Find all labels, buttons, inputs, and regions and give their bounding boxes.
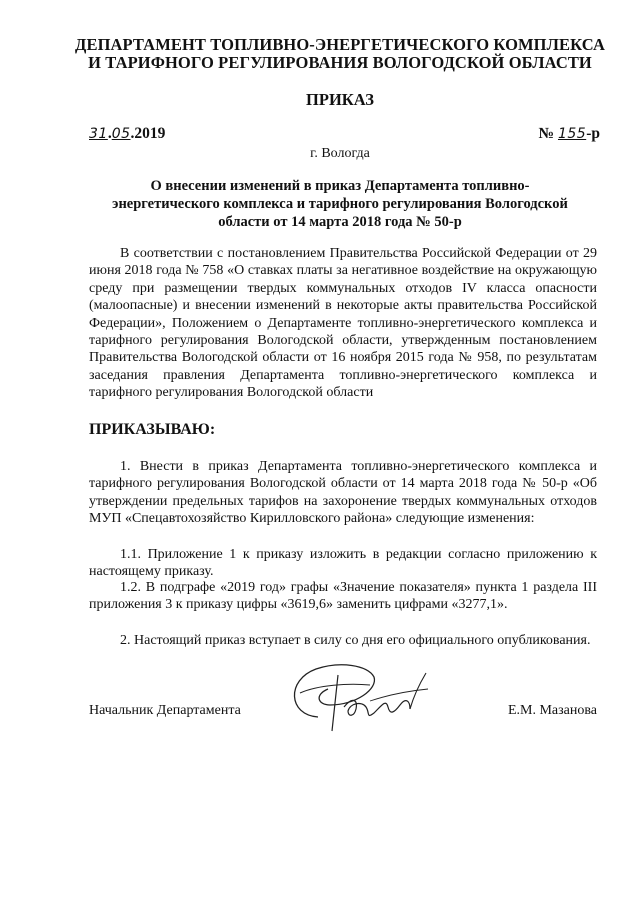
number-suffix: -р bbox=[586, 125, 600, 142]
item-1-paragraph: 1. Внести в приказ Департамента топливно-энергетического комплекса и тарифного регулирования Вологодской области от 14 марта 2018 года № 50-р «Об утверждении предельных тарифов на захоронение твердых коммунальных отходов МУП «Спецавтохозяйство Кирилловского района» следующие изменения: bbox=[89, 459, 597, 527]
city: г. Вологда bbox=[310, 146, 370, 161]
org-line-2: И ТАРИФНОГО РЕГУЛИРОВАНИЯ ВОЛОГОДСКОЙ ОБЛАСТИ bbox=[88, 53, 592, 72]
date-day: 31 bbox=[89, 126, 108, 142]
subject-line-1: О внесении изменений в приказ Департамента топливно- bbox=[150, 178, 530, 194]
date-month: 05 bbox=[111, 126, 131, 142]
organization-heading bbox=[60, 36, 620, 72]
order-word: ПРИКАЗЫВАЮ: bbox=[89, 421, 216, 438]
document-type: ПРИКАЗ bbox=[306, 90, 374, 109]
number-prefix: № bbox=[538, 125, 558, 142]
date-year: .2019 bbox=[130, 125, 166, 142]
document-number bbox=[539, 125, 600, 143]
signatory-position: Начальник Департамента bbox=[89, 703, 241, 718]
item-1-1-paragraph: 1.1. Приложение 1 к приказу изложить в редакции согласно приложению к настоящему приказу. bbox=[89, 547, 597, 580]
document-date bbox=[89, 125, 165, 143]
number-value: 155 bbox=[557, 126, 587, 142]
preamble-paragraph: В соответствии с постановлением Правительства Российской Федерации от 29 июня 2018 года № 758 «О ставках платы за негативное воздействие на окружающую среду при размещении твердых коммунальных отходов IV класса опасности (малоопасные) и внесении изменений в некоторые акты правительства Российской Федерации», Положением о Департаменте топливно-энергетического комплекса и тарифного регулирования Вологодской области, утвержденным постановлением Правительства Вологодской области от 16 ноября 2015 года № 958, по результатам заседания правления Департамента топливно-энергетического комплекса и тарифного регулирования Вологодской области bbox=[89, 246, 597, 401]
item-1-2-paragraph: 1.2. В подграфе «2019 год» графы «Значение показателя» пункта 1 раздела III приложения 3 к приказу цифры «3619,6» заменить цифрами «3277,1». bbox=[89, 580, 597, 613]
item-2-paragraph: 2. Настоящий приказ вступает в силу со дня его официального опубликования. bbox=[120, 633, 591, 648]
handwritten-signature bbox=[278, 655, 448, 735]
signatory-name: Е.М. Мазанова bbox=[507, 703, 597, 718]
date-separator: . bbox=[107, 125, 112, 142]
document-subject bbox=[60, 177, 620, 231]
org-line-1: ДЕПАРТАМЕНТ ТОПЛИВНО-ЭНЕРГЕТИЧЕСКОГО КОМПЛЕКСА bbox=[75, 35, 605, 54]
subject-line-2: энергетического комплекса и тарифного регулирования Вологодской bbox=[112, 196, 568, 212]
subject-line-3: области от 14 марта 2018 года № 50-р bbox=[218, 214, 462, 230]
